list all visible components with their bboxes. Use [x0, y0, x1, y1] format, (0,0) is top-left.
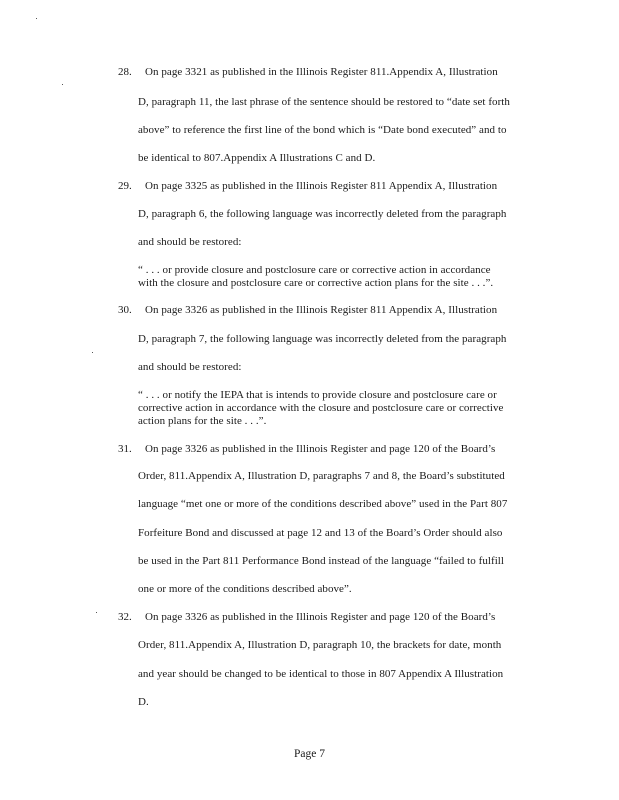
item-text-line: and should be restored:	[138, 361, 242, 373]
item-number: 29.	[118, 180, 132, 192]
item-number: 31.	[118, 443, 132, 455]
item-text-line: On page 3326 as published in the Illinois Register and page 120 of the Board’s	[145, 611, 496, 623]
item-text-line: and should be restored:	[138, 236, 242, 248]
item-text-line: D, paragraph 7, the following language was incorrectly deleted from the paragraph	[138, 333, 507, 345]
quoted-text-line: action plans for the site . . .”.	[138, 415, 267, 427]
item-number: 32.	[118, 611, 132, 623]
item-number: 28.	[118, 66, 132, 78]
item-text-line: and year should be changed to be identical to those in 807 Appendix A Illustration	[138, 668, 504, 680]
quoted-text-line: corrective action in accordance with the closure and postclosure care or corrective	[138, 402, 504, 414]
item-text-line: above” to reference the first line of the bond which is “Date bond executed” and to	[138, 124, 507, 136]
scan-speck	[92, 352, 93, 353]
item-text-line: D, paragraph 11, the last phrase of the sentence should be restored to “date set forth	[138, 96, 510, 108]
item-text-line: On page 3321 as published in the Illinois Register 811.Appendix A, Illustration	[145, 66, 498, 78]
quoted-text-line: “ . . . or provide closure and postclosure care or corrective action in accordance	[138, 264, 491, 276]
item-text-line: Order, 811.Appendix A, Illustration D, paragraphs 7 and 8, the Board’s substituted	[138, 470, 505, 482]
quoted-text-line: “ . . . or notify the IEPA that is intends to provide closure and postclosure care or	[138, 389, 497, 401]
scan-speck	[96, 612, 97, 613]
quoted-text-line: with the closure and postclosure care or corrective action plans for the site . . .”.	[138, 277, 494, 289]
item-text-line: D, paragraph 6, the following language was incorrectly deleted from the paragraph	[138, 208, 507, 220]
page-number: Page 7	[294, 748, 325, 760]
item-text-line: language “met one or more of the conditions described above” used in the Part 807	[138, 498, 508, 510]
item-text-line: Forfeiture Bond and discussed at page 12 and 13 of the Board’s Order should also	[138, 527, 503, 539]
item-text-line: Order, 811.Appendix A, Illustration D, paragraph 10, the brackets for date, month	[138, 639, 502, 651]
item-text-line: On page 3325 as published in the Illinois Register 811 Appendix A, Illustration	[145, 180, 498, 192]
scan-speck	[36, 18, 37, 19]
scan-speck	[62, 84, 63, 85]
item-text-line: be identical to 807.Appendix A Illustrations C and D.	[138, 152, 376, 164]
item-text-line: D.	[138, 696, 149, 708]
item-text-line: one or more of the conditions described above”.	[138, 583, 352, 595]
item-text-line: be used in the Part 811 Performance Bond instead of the language “failed to fulfill	[138, 555, 505, 567]
item-number: 30.	[118, 304, 132, 316]
item-text-line: On page 3326 as published in the Illinois Register and page 120 of the Board’s	[145, 443, 496, 455]
item-text-line: On page 3326 as published in the Illinois Register 811 Appendix A, Illustration	[145, 304, 498, 316]
